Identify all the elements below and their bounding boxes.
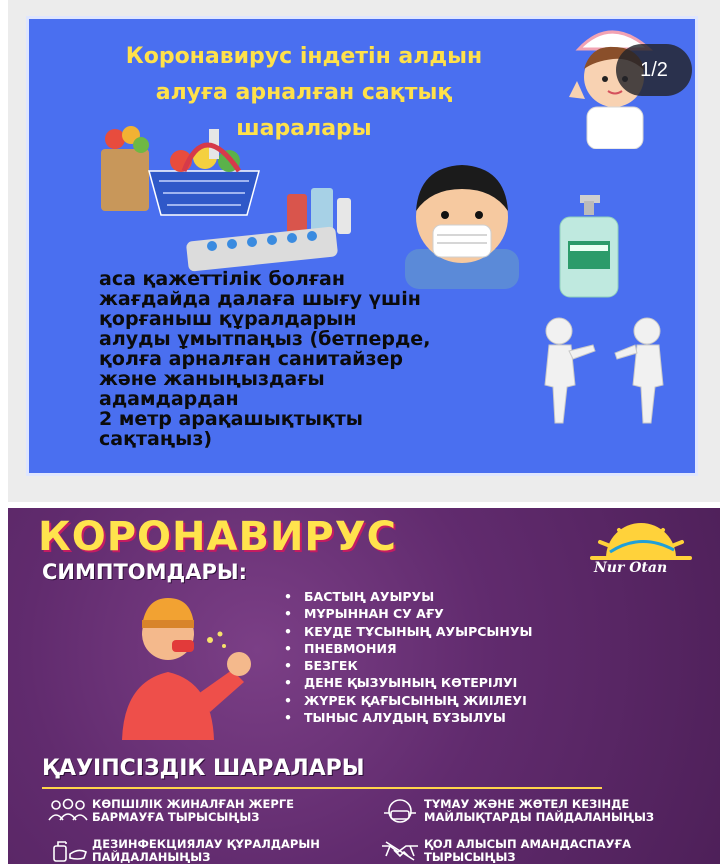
symptom-item: • ПНЕВМОНИЯ [284, 640, 397, 656]
masked-boy-icon [397, 149, 527, 289]
measure-item [424, 798, 654, 823]
measure-line: ТЫРЫСЫҢЫЗ [424, 849, 516, 864]
prevention-poster [26, 16, 698, 476]
body-line: алуды ұмытпаңыз (бетперде, [99, 328, 431, 350]
symptoms-poster [8, 508, 720, 864]
party-logo-icon [586, 522, 696, 592]
symptom-item: • БАСТЫҢ АУЫРУЫ [284, 589, 435, 604]
measure-line: ҚОЛ АЛЫСЫП АМАНДАСПАУҒА [424, 837, 631, 851]
measure-line: ДЕЗИНФЕКЦИЯЛАУ ҚҰРАЛДАРЫН [92, 837, 320, 851]
coughing-man-icon [102, 590, 272, 740]
body-line: қолға арналған санитайзер [99, 348, 403, 370]
measure-line: ПАЙДАЛАНЫҢЫЗ [92, 849, 211, 864]
symptom-label: ЖҮРЕК ҚАҒЫСЫНЫҢ ЖИІЛЕУІ [304, 692, 527, 708]
measure-item [424, 838, 631, 863]
body-line: қорғаныш құралдарын [99, 308, 357, 330]
party-logo-text: Nur Otan [594, 560, 668, 576]
medicine-icon [177, 184, 377, 274]
symptom-item: • МҰРЫННАН СУ АҒУ [284, 606, 444, 622]
handshake-icon [380, 838, 420, 862]
symptom-label: ДЕНЕ ҚЫЗУЫНЫҢ КӨТЕРІЛУІ [304, 675, 518, 691]
image-pager-indicator: 1/2 [616, 44, 692, 96]
symptom-label: БАСТЫҢ АУЫРУЫ [304, 589, 435, 604]
symptom-label: МҰРЫННАН СУ АҒУ [304, 606, 444, 622]
crowd-icon [48, 798, 88, 822]
symptom-label: БЕЗГЕК [304, 658, 358, 674]
symptom-item: • КЕУДЕ ТҰСЫНЫҢ АУЫРСЫНУЫ [284, 623, 533, 639]
body-line: 2 метр арақашықтықты [99, 408, 363, 430]
poster-title-line: шаралары [236, 116, 372, 141]
poster-body-text [99, 269, 539, 449]
measure-line: КӨПШІЛІК ЖИНАЛҒАН ЖЕРГЕ [92, 797, 295, 811]
measure-line: БАРМАУҒА ТЫРЫСЫҢЫЗ [92, 809, 260, 824]
symptom-label: ПНЕВМОНИЯ [304, 640, 397, 656]
measure-item [92, 798, 294, 823]
section-divider [42, 787, 602, 789]
symptom-label: ТЫНЫС АЛУДЫҢ БҰЗЫЛУЫ [304, 710, 506, 726]
symptom-item: • ТЫНЫС АЛУДЫҢ БҰЗЫЛУЫ [284, 710, 506, 726]
poster-title-line: алуға арналған сақтық [155, 80, 453, 105]
symptom-item: • БЕЗГЕК [284, 658, 358, 674]
body-line: адамдардан [99, 388, 239, 410]
measure-line: ТҰМАУ ЖӘНЕ ЖӨТЕЛ КЕЗІНДЕ [424, 797, 630, 811]
poster-subtitle: СИМПТОМДАРЫ: [42, 560, 248, 584]
symptom-item: • ЖҮРЕК ҚАҒЫСЫНЫҢ ЖИІЛЕУІ [284, 692, 527, 708]
symptom-item: • ДЕНЕ ҚЫЗУЫНЫҢ КӨТЕРІЛУІ [284, 675, 518, 691]
poster-title: КОРОНАВИРУС [38, 514, 397, 560]
symptoms-list [284, 588, 644, 726]
body-line: жағдайда далаға шығу үшін [99, 288, 421, 310]
body-line: сақтаңыз) [99, 428, 213, 450]
measure-line: МАЙЛЫҚТАРДЫ ПАЙДАЛАНЫҢЫЗ [424, 809, 655, 824]
sanitizer-bottle-icon [554, 195, 624, 299]
body-line: аса қажеттілік болған [99, 268, 346, 290]
mask-face-icon [380, 798, 420, 824]
social-distance-figures-icon [529, 315, 679, 425]
sanitizer-icon [48, 838, 88, 862]
measure-item [92, 838, 320, 863]
body-line: және жаныңыздағы [99, 368, 325, 390]
poster-title-line: Коронавирус індетін алдын [125, 44, 483, 69]
safety-section-title: ҚАУІПСІЗДІК ШАРАЛАРЫ [42, 756, 365, 781]
symptom-label: КЕУДЕ ТҰСЫНЫҢ АУЫРСЫНУЫ [304, 623, 533, 639]
